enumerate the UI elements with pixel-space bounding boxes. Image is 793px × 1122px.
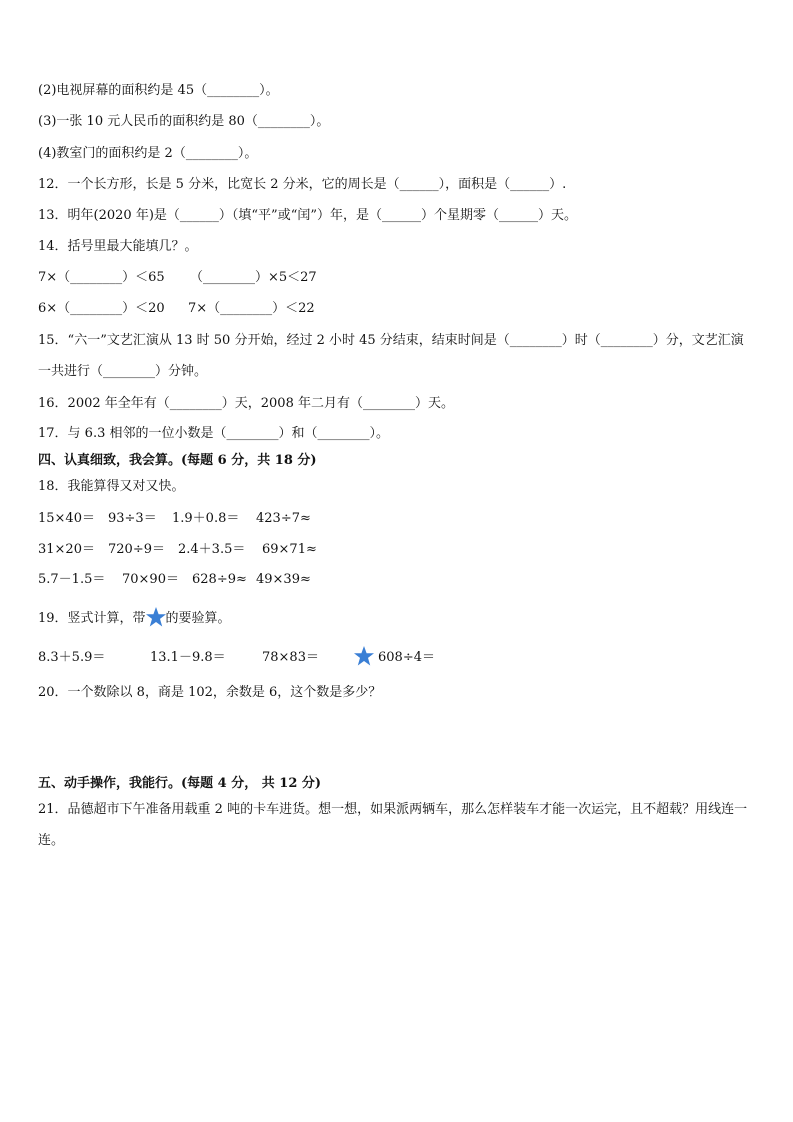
calc-cell: 5.7－1.5＝ — [38, 572, 106, 587]
question-19 — [38, 607, 755, 628]
q14-d: 7×（________）＜22 — [188, 301, 315, 316]
calc-cell: 31×20＝ — [38, 542, 95, 557]
q19-prefix: 19．竖式计算，带 — [38, 611, 146, 626]
q11-item-3: (3)一张 10 元人民币的面积约是 80（________）。 — [38, 114, 330, 129]
question-12: 12．一个长方形，长是 5 分米，比宽长 2 分米，它的周长是（______），面积是（______）. — [38, 177, 567, 192]
calc-cell: 1.9＋0.8＝ — [172, 511, 240, 526]
calc-cell: 720÷9＝ — [108, 542, 165, 557]
star-icon — [354, 646, 374, 667]
calc-cell: 2.4＋3.5＝ — [178, 542, 246, 557]
star-icon — [146, 607, 166, 627]
question-16: 16．2002 年全年有（________）天，2008 年二月有（________）天。 — [38, 396, 454, 411]
question-13: 13．明年(2020 年)是（______）（填“平”或“闰”）年，是（______）个星期零（______）天。 — [38, 208, 577, 223]
q11-item-4: (4)教室门的面积约是 2（________）。 — [38, 146, 258, 161]
q11-item-2: (2)电视屏幕的面积约是 45（________）。 — [38, 83, 279, 98]
calc-cell: 423÷7≈ — [256, 511, 311, 526]
question-21: 21．品德超市下午准备用载重 2 吨的卡车进货。想一想，如果派两辆车，那么怎样装车才能一次运完，且不超载？用线连一连。 — [38, 802, 748, 848]
question-17: 17．与 6.3 相邻的一位小数是（________）和（________）。 — [38, 426, 389, 441]
calc-cell: 15×40＝ — [38, 511, 95, 526]
calc-cell: 69×71≈ — [262, 542, 317, 557]
q14-c: 6×（________）＜20 — [38, 301, 165, 316]
vertical-calc-cell: 8.3＋5.9＝ — [38, 650, 106, 665]
section-4-heading: 四、认真细致，我会算。(每题 6 分，共 18 分) — [38, 453, 317, 468]
question-15: 15．“六一”文艺汇演从 13 时 50 分开始，经过 2 小时 45 分结束，结束时间是（________）时（________）分，文艺汇演一共进行（________）分钟。 — [38, 333, 744, 379]
question-20: 20．一个数除以 8，商是 102，余数是 6，这个数是多少？ — [38, 685, 382, 700]
section-5-heading: 五、动手操作，我能行。(每题 4 分， 共 12 分) — [38, 776, 322, 791]
calc-cell: 70×90＝ — [122, 572, 179, 587]
vertical-calc-cell: 13.1－9.8＝ — [150, 650, 226, 665]
q19-suffix: 的要验算。 — [165, 611, 231, 626]
question-14: 14．括号里最大能填几？。 — [38, 239, 198, 254]
q14-b: （________）×5＜27 — [190, 270, 317, 285]
calc-cell: 628÷9≈ — [192, 572, 247, 587]
calc-cell: 93÷3＝ — [108, 511, 157, 526]
q14-a: 7×（________）＜65 — [38, 270, 165, 285]
vertical-calc-cell: 608÷4＝ — [378, 650, 435, 665]
question-18: 18．我能算得又对又快。 — [38, 479, 185, 494]
vertical-calc-cell: 78×83＝ — [262, 650, 319, 665]
calc-cell: 49×39≈ — [256, 572, 311, 587]
